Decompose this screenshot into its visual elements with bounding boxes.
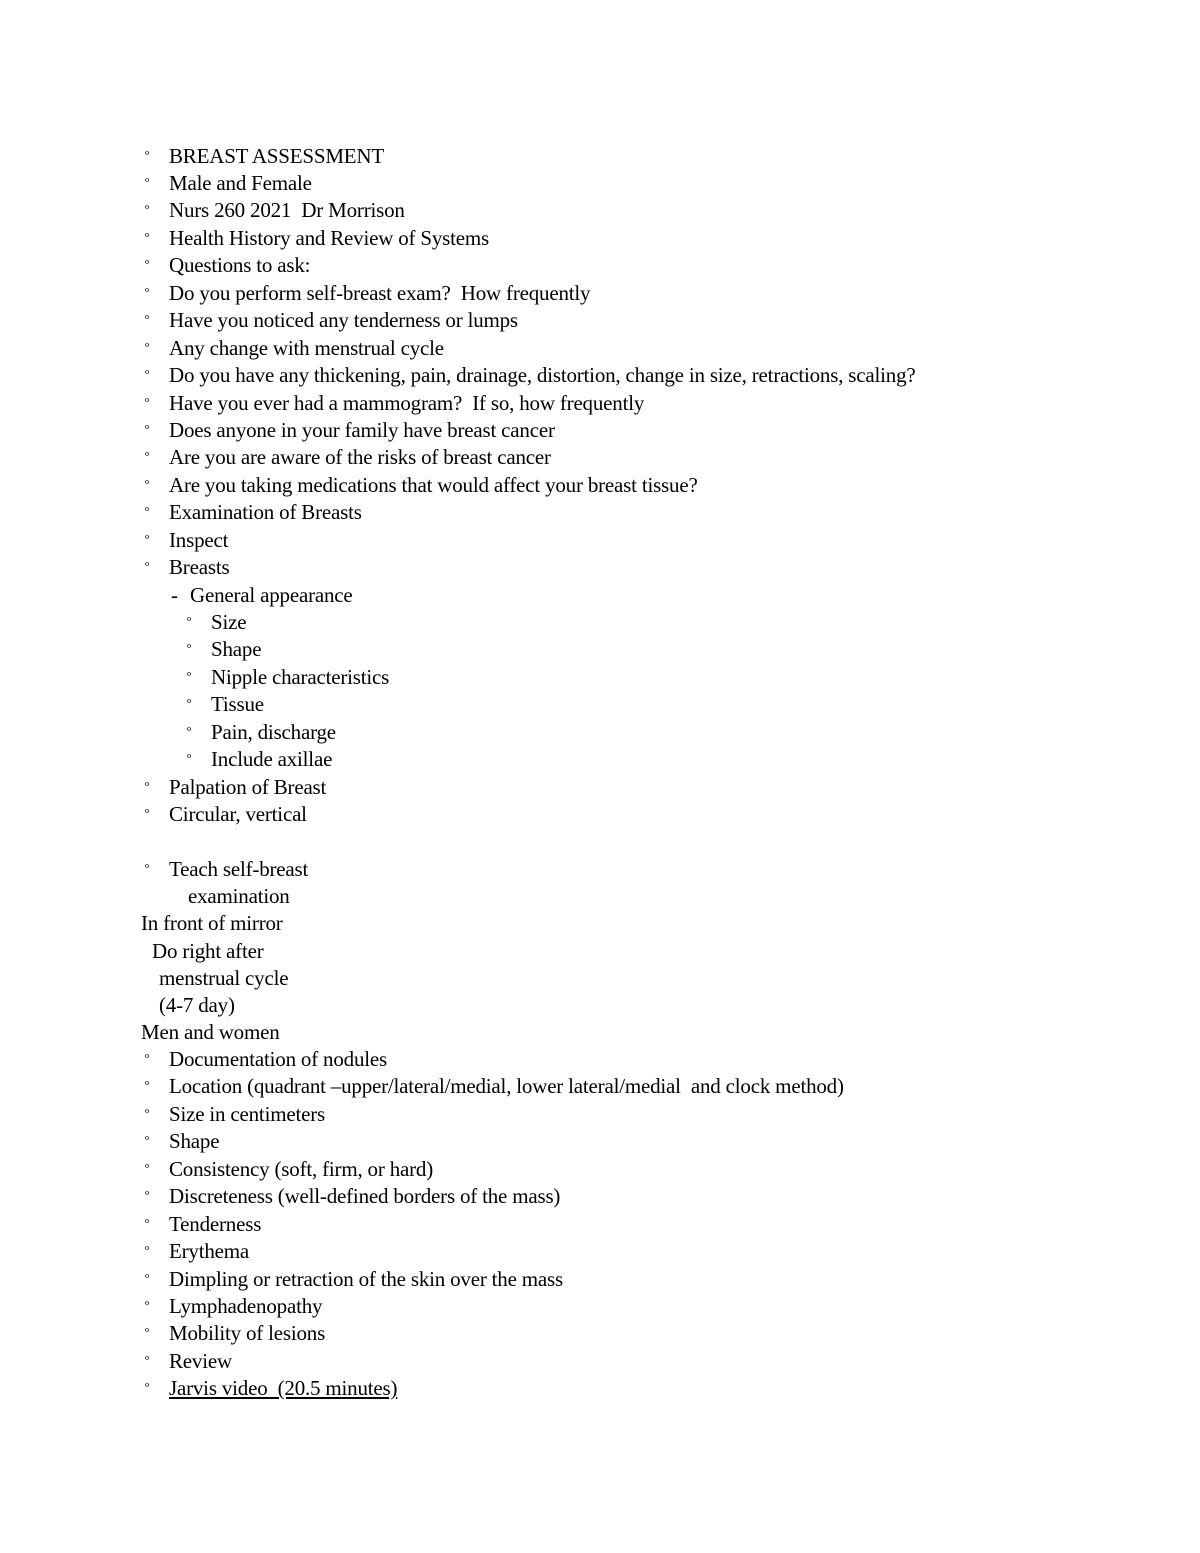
bullet-marker: º	[145, 312, 150, 327]
dash-marker: -	[171, 583, 178, 607]
sub-list-item: Pain, discharge	[211, 720, 336, 744]
bullet-marker: º	[145, 367, 150, 382]
bullet-marker: º	[145, 532, 150, 547]
bullet-marker: º	[145, 1051, 150, 1066]
list-item: Palpation of Breast	[169, 775, 327, 799]
list-item: Location (quadrant –upper/lateral/medial, lower lateral/medial and clock method)	[169, 1074, 844, 1098]
list-item: Discreteness (well-defined borders of the mass)	[169, 1184, 561, 1208]
bullet-marker: º	[145, 559, 150, 574]
list-item: Any change with menstrual cycle	[169, 336, 444, 360]
bullet-marker: º	[145, 1133, 150, 1148]
text-line: Do right after	[152, 939, 264, 963]
list-item: Inspect	[169, 528, 229, 552]
list-item: Mobility of lesions	[169, 1321, 326, 1345]
sub-list-item: Nipple characteristics	[211, 665, 390, 689]
bullet-marker: º	[145, 1078, 150, 1093]
bullet-marker: º	[145, 1271, 150, 1286]
list-item: Documentation of nodules	[169, 1047, 387, 1071]
list-item: Lymphadenopathy	[169, 1294, 323, 1318]
text-line: menstrual cycle	[159, 966, 289, 990]
sub-list-item: Tissue	[211, 692, 264, 716]
bullet-marker: º	[187, 669, 192, 684]
bullet-marker: º	[145, 477, 150, 492]
bullet-marker: º	[145, 861, 150, 876]
list-item: Size in centimeters	[169, 1102, 325, 1126]
bullet-marker: º	[187, 614, 192, 629]
list-item: Circular, vertical	[169, 802, 307, 826]
bullet-marker: º	[145, 1106, 150, 1121]
bullet-marker: º	[187, 696, 192, 711]
bullet-marker: º	[187, 724, 192, 739]
document-title: BREAST ASSESSMENT	[169, 144, 385, 168]
bullet-marker: º	[145, 1216, 150, 1231]
bullet-marker: º	[145, 1298, 150, 1313]
jarvis-video-link[interactable]: Jarvis video (20.5 minutes)	[169, 1376, 398, 1400]
list-item: Male and Female	[169, 171, 312, 195]
list-item-continuation: examination	[188, 884, 290, 908]
list-item: Questions to ask:	[169, 253, 311, 277]
sub-list-item: Include axillae	[211, 747, 333, 771]
bullet-marker: º	[145, 395, 150, 410]
list-item: Have you ever had a mammogram? If so, how frequently	[169, 391, 645, 415]
bullet-marker: º	[187, 641, 192, 656]
list-item: Review	[169, 1349, 232, 1373]
list-item: Breasts	[169, 555, 230, 579]
bullet-marker: º	[145, 504, 150, 519]
list-item: Are you taking medications that would affect your breast tissue?	[169, 473, 698, 497]
list-item: Do you perform self-breast exam? How frequently	[169, 281, 591, 305]
list-item: Does anyone in your family have breast cancer	[169, 418, 555, 442]
bullet-marker: º	[145, 285, 150, 300]
sub-list-item: Shape	[211, 637, 262, 661]
bullet-marker: º	[145, 449, 150, 464]
list-item: Shape	[169, 1129, 220, 1153]
bullet-marker: º	[145, 422, 150, 437]
bullet-marker: º	[145, 779, 150, 794]
bullet-marker: º	[145, 202, 150, 217]
list-item: Tenderness	[169, 1212, 262, 1236]
list-item: Dimpling or retraction of the skin over the mass	[169, 1267, 563, 1291]
list-item: Teach self-breast	[169, 857, 309, 881]
sub-list-item: Size	[211, 610, 247, 634]
list-item: Health History and Review of Systems	[169, 226, 490, 250]
list-item: Examination of Breasts	[169, 500, 362, 524]
text-line: (4-7 day)	[159, 993, 235, 1017]
list-item: General appearance	[190, 583, 353, 607]
bullet-marker: º	[145, 1188, 150, 1203]
bullet-marker: º	[145, 806, 150, 821]
list-item: Are you are aware of the risks of breast cancer	[169, 445, 551, 469]
list-item: Erythema	[169, 1239, 250, 1263]
bullet-marker: º	[145, 230, 150, 245]
bullet-marker: º	[145, 340, 150, 355]
bullet-marker: º	[145, 175, 150, 190]
list-item: Nurs 260 2021 Dr Morrison	[169, 198, 405, 222]
bullet-marker: º	[145, 148, 150, 163]
text-line: Men and women	[141, 1020, 280, 1044]
bullet-marker: º	[145, 1161, 150, 1176]
bullet-marker: º	[187, 751, 192, 766]
list-item: Consistency (soft, firm, or hard)	[169, 1157, 434, 1181]
text-line: In front of mirror	[141, 911, 283, 935]
bullet-marker: º	[145, 1243, 150, 1258]
list-item: Do you have any thickening, pain, drainage, distortion, change in size, retractions, scaling?	[169, 363, 916, 387]
list-item: Have you noticed any tenderness or lumps	[169, 308, 518, 332]
bullet-marker: º	[145, 1325, 150, 1340]
bullet-marker: º	[145, 1380, 150, 1395]
bullet-marker: º	[145, 1353, 150, 1368]
bullet-marker: º	[145, 257, 150, 272]
